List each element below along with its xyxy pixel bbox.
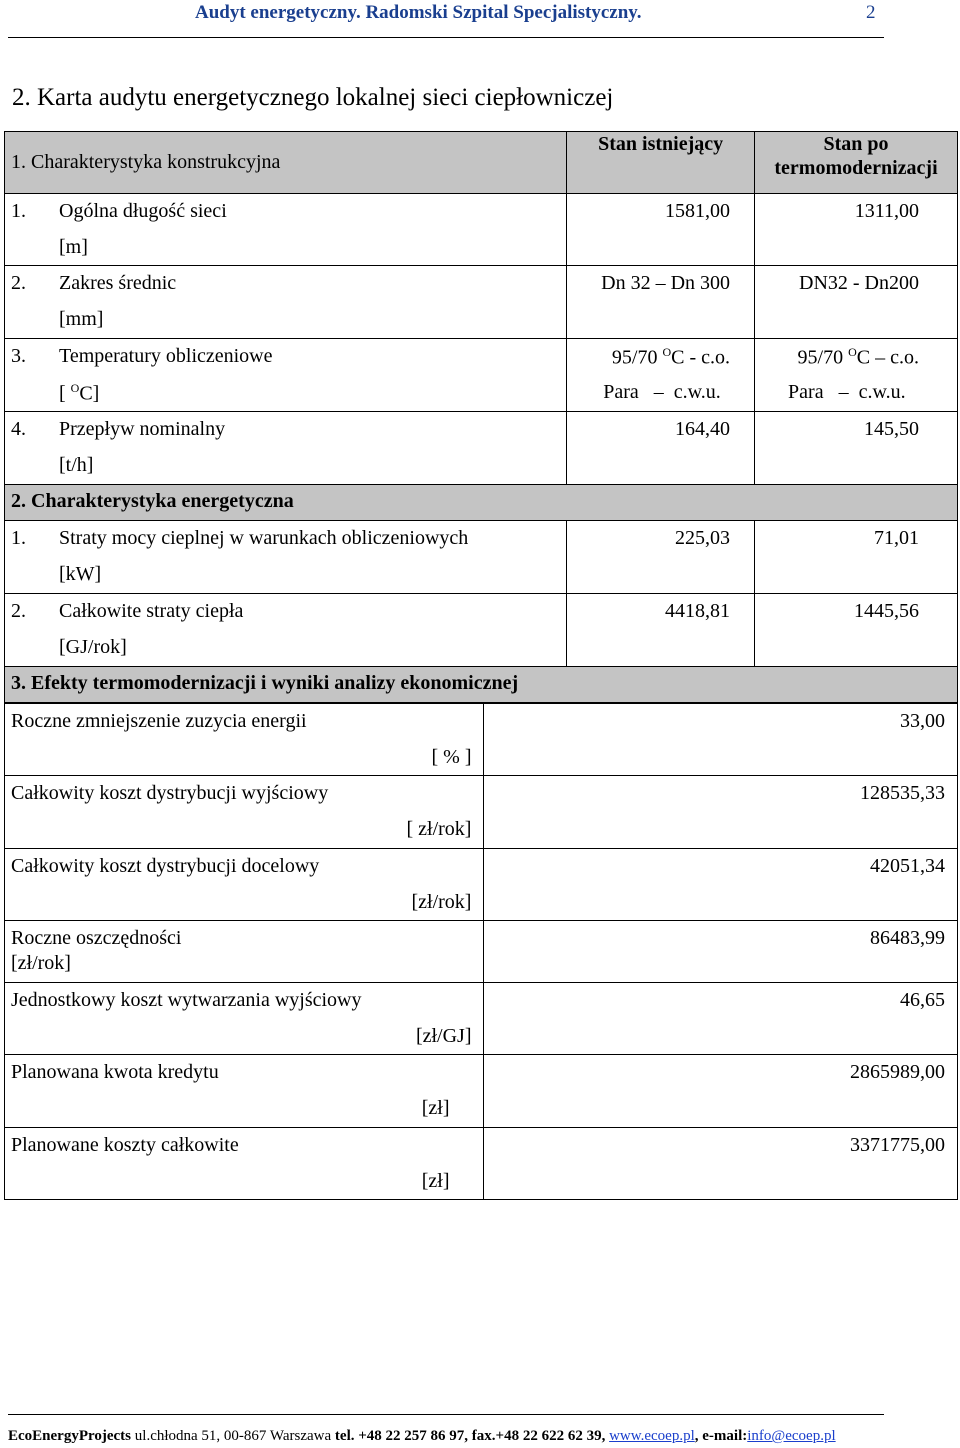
document-title: 2. Karta audytu energetycznego lokalnej sieci ciepłowniczej bbox=[12, 84, 614, 111]
table-row bbox=[5, 266, 958, 339]
economic-table bbox=[4, 703, 958, 1200]
col-existing-header: Stan istniejący bbox=[567, 132, 755, 194]
footer-email-label: , e-mail: bbox=[694, 1428, 748, 1444]
row-unit: [zł/GJ] bbox=[415, 1025, 472, 1047]
row-number: 1. bbox=[11, 527, 26, 549]
row-unit: [zł/rok] bbox=[11, 952, 71, 974]
page-number: 2 bbox=[866, 2, 876, 23]
row-unit: [ zł/rok] bbox=[406, 818, 472, 840]
row-unit: [kW] bbox=[59, 563, 102, 585]
row-label: Przepływ nominalny bbox=[59, 418, 226, 440]
row-label: Planowane koszty całkowite bbox=[11, 1134, 239, 1156]
existing-value: 225,03 bbox=[675, 527, 731, 549]
row-label: Temperatury obliczeniowe bbox=[59, 345, 273, 367]
table-row bbox=[5, 776, 958, 849]
col-after-header: Stan po termomodernizacji bbox=[755, 132, 958, 194]
section3-title: 3. Efekty termomodernizacji i wyniki analizy ekonomicznej bbox=[11, 672, 519, 694]
row-label: Straty mocy cieplnej w warunkach obliczeniowych bbox=[59, 527, 469, 549]
row-unit: [zł/rok] bbox=[411, 891, 472, 913]
after-value: 1311,00 bbox=[854, 200, 919, 222]
footer-email-link[interactable]: info@ecoep.pl bbox=[747, 1428, 836, 1444]
row-value: 33,00 bbox=[900, 710, 945, 732]
section3-header-row bbox=[5, 667, 958, 703]
row-value: 86483,99 bbox=[870, 927, 945, 949]
table-row bbox=[5, 921, 958, 983]
row-unit: [zł] bbox=[421, 1097, 450, 1119]
after-value: 1445,56 bbox=[854, 600, 919, 622]
table-row bbox=[5, 521, 958, 594]
row-number: 4. bbox=[11, 418, 26, 440]
table-row bbox=[5, 194, 958, 266]
row-label: Całkowity koszt dystrybucji wyjściowy bbox=[11, 782, 329, 804]
table-row bbox=[5, 1055, 958, 1128]
row-unit: [zł] bbox=[421, 1170, 450, 1192]
section1-title: 1. Charakterystyka konstrukcyjna bbox=[11, 151, 281, 173]
row-unit: [mm] bbox=[59, 308, 104, 330]
row-unit: [ % ] bbox=[431, 746, 472, 768]
footer-company: EcoEnergyProjects bbox=[8, 1428, 132, 1444]
row-label: Zakres średnic bbox=[59, 272, 177, 294]
row-label: Całkowity koszt dystrybucji docelowy bbox=[11, 855, 320, 877]
footer-divider bbox=[8, 1414, 884, 1415]
page-header bbox=[0, 0, 960, 40]
existing-value: 164,40 bbox=[675, 418, 731, 440]
after-value: 71,01 bbox=[874, 527, 919, 549]
audit-table bbox=[4, 131, 958, 703]
header-divider bbox=[8, 37, 884, 38]
row-unit: [GJ/rok] bbox=[59, 636, 127, 658]
row-unit: [ $^O$C] bbox=[59, 381, 100, 405]
row-label: Ogólna długość sieci bbox=[59, 200, 227, 222]
footer-address: ul.chłodna 51, 00-867 Warszawa bbox=[131, 1428, 335, 1444]
row-label: Jednostkowy koszt wytwarzania wyjściowy bbox=[11, 989, 362, 1011]
footer-phones: tel. +48 22 257 86 97, fax.+48 22 622 62 39, bbox=[334, 1428, 610, 1444]
row-label: Roczne zmniejszenie zuzycia energii bbox=[11, 710, 307, 732]
after-value: DN32 - Dn200 bbox=[799, 272, 919, 294]
header-title: Audyt energetyczny. Radomski Szpital Specjalistyczny. bbox=[195, 2, 642, 23]
table-row bbox=[5, 412, 958, 485]
page-footer bbox=[8, 1428, 836, 1445]
table-row bbox=[5, 983, 958, 1055]
row-value: 46,65 bbox=[900, 989, 945, 1011]
section1-title-cell bbox=[5, 132, 567, 194]
section2-header-row bbox=[5, 485, 958, 521]
table-row bbox=[5, 704, 958, 776]
row-label: Całkowite straty ciepła bbox=[59, 600, 244, 622]
section2-title: 2. Charakterystyka energetyczna bbox=[11, 490, 294, 512]
row-number: 2. bbox=[11, 600, 26, 622]
existing-value: 4418,81 bbox=[665, 600, 731, 622]
row-label: Planowana kwota kredytu bbox=[11, 1061, 219, 1083]
table-row bbox=[5, 1128, 958, 1200]
row-number: 3. bbox=[11, 345, 26, 367]
existing-value-line2: Para – c.w.u. bbox=[603, 381, 721, 403]
table-row bbox=[5, 339, 958, 412]
row-value: 3371775,00 bbox=[850, 1134, 945, 1156]
row-value: 42051,34 bbox=[870, 855, 945, 877]
after-value: 95/70 $^O$C – c.o. bbox=[797, 345, 919, 369]
after-value: 145,50 bbox=[864, 418, 919, 440]
table-row bbox=[5, 849, 958, 921]
row-unit: [m] bbox=[59, 236, 88, 258]
row-value: 2865989,00 bbox=[850, 1061, 945, 1083]
existing-value: 95/70 $^O$C - c.o. bbox=[611, 345, 731, 369]
after-value-line2: Para – c.w.u. bbox=[788, 381, 906, 403]
existing-value: 1581,00 bbox=[665, 200, 731, 222]
row-number: 1. bbox=[11, 200, 26, 222]
row-number: 2. bbox=[11, 272, 26, 294]
row-unit: [t/h] bbox=[59, 454, 94, 476]
existing-value: Dn 32 – Dn 300 bbox=[601, 272, 731, 294]
row-value: 128535,33 bbox=[860, 782, 945, 804]
row-label: Roczne oszczędności bbox=[11, 927, 182, 949]
table-row bbox=[5, 594, 958, 667]
section1-header-row bbox=[5, 132, 958, 194]
footer-website-link[interactable]: www.ecoep.pl bbox=[609, 1428, 695, 1444]
